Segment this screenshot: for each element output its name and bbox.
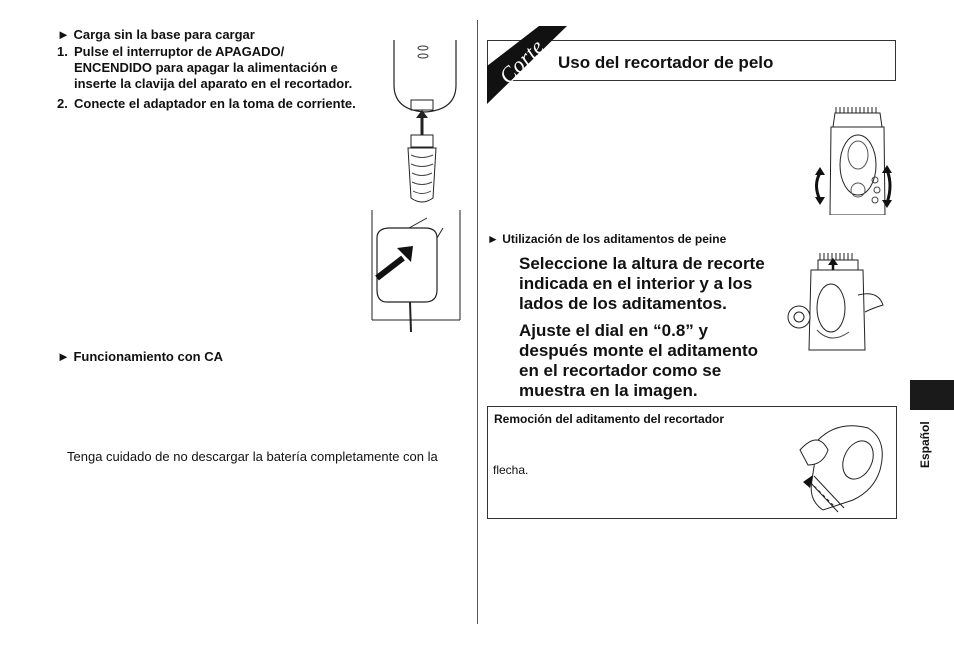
trimmer-plug-illustration [380, 40, 470, 210]
comb-attachment-illustration [783, 250, 888, 355]
instruction-2: Ajuste el dial en “0.8” y después monte el aditamento en el recortador como se muestra en la imagen. [519, 321, 758, 400]
corte-label: Corte [494, 33, 549, 89]
steps-list [57, 44, 357, 116]
language-label: Español [918, 421, 932, 468]
battery-note: Tenga cuidado de no descargar la batería completamente con la [67, 449, 438, 464]
column-divider [477, 20, 478, 624]
removal-illustration [798, 420, 890, 516]
adapter-outlet-illustration [365, 210, 465, 335]
step-2: 2. Conecte el adaptador en la toma de corriente. [57, 96, 356, 111]
removal-heading: Remoción del aditamento del recortador [494, 412, 725, 426]
removal-text: flecha. [493, 463, 529, 477]
comb-heading: ► Utilización de los aditamentos de peine [487, 232, 727, 246]
trimmer-dial-illustration [805, 105, 895, 215]
section-heading-charging: ► Carga sin la base para cargar [57, 27, 255, 42]
language-tab [910, 380, 954, 410]
section-title: Uso del recortador de pelo [558, 53, 774, 72]
instruction-1: Seleccione la altura de recorte indicada en el interior y a los lados de los aditamentos. [519, 254, 765, 313]
step-1: 1. Pulse el interruptor de APAGADO/ ENCENDIDO para apagar la alimentación e inserte la clavija del aparato en el recortador. [57, 44, 353, 91]
section-heading-ac: ► Funcionamiento con CA [57, 349, 223, 364]
